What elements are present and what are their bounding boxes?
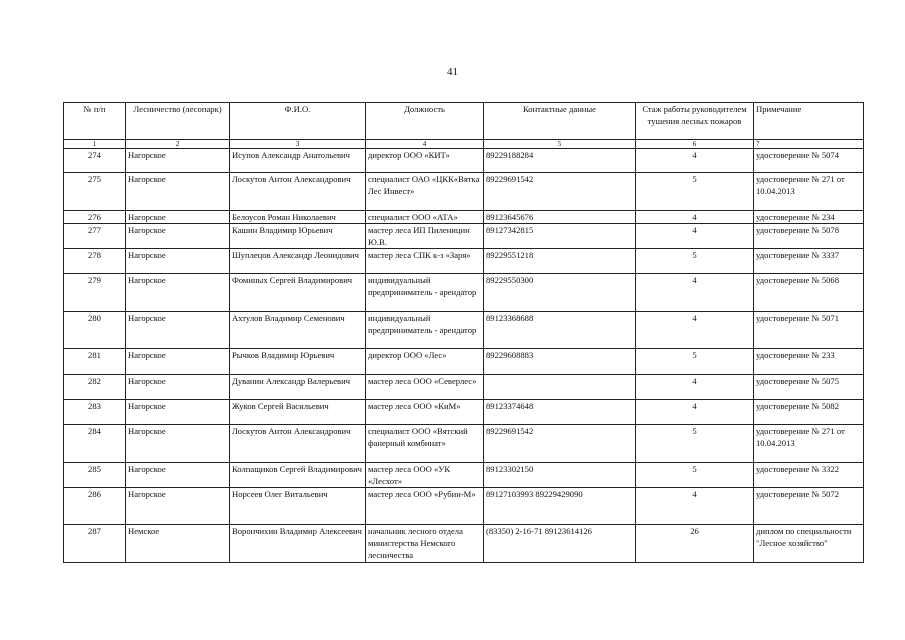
row-note: удостоверение № 233: [754, 349, 864, 375]
row-experience: 5: [636, 249, 754, 274]
row-forestry: Нагорское: [126, 425, 230, 463]
row-position: мастер леса ООО «Рубин-М»: [366, 488, 484, 525]
row-number: 274: [64, 149, 126, 173]
row-forestry: Немское: [126, 525, 230, 563]
row-position: мастер леса ООО «УК «Лесхот»: [366, 463, 484, 488]
row-full-name: Норсеев Олег Витальевич: [230, 488, 366, 525]
column-number: 7: [754, 140, 864, 149]
row-forestry: Нагорское: [126, 463, 230, 488]
row-experience: 4: [636, 149, 754, 173]
row-number: 279: [64, 274, 126, 312]
row-number: 284: [64, 425, 126, 463]
row-contacts: (83350) 2-16-71 89123614126: [484, 525, 636, 563]
table-row: [64, 312, 864, 349]
row-experience: 4: [636, 274, 754, 312]
row-contacts: 89229691542: [484, 425, 636, 463]
row-full-name: Фоминых Сергей Владимирович: [230, 274, 366, 312]
row-experience: 4: [636, 211, 754, 224]
table-row: [64, 149, 864, 173]
row-full-name: Лоскутов Антон Александрович: [230, 173, 366, 211]
row-position: специалист ОАО «ЦКК«Вятка Лес Инвест»: [366, 173, 484, 211]
row-experience: 4: [636, 375, 754, 400]
row-forestry: Нагорское: [126, 349, 230, 375]
column-number: 6: [636, 140, 754, 149]
row-number: 283: [64, 400, 126, 425]
row-experience: 4: [636, 488, 754, 525]
table-row: [64, 274, 864, 312]
header-forestry: Лесничество (лесопарк): [126, 103, 230, 140]
page-number: 41: [447, 66, 458, 78]
row-number: 286: [64, 488, 126, 525]
row-number: 282: [64, 375, 126, 400]
row-contacts: [484, 375, 636, 400]
row-experience: 4: [636, 312, 754, 349]
row-position: начальник лесного отдела министерства Немского лесничества: [366, 525, 484, 563]
row-note: удостоверение № 5072: [754, 488, 864, 525]
row-position: директор ООО «Лес»: [366, 349, 484, 375]
row-position: индивидуальный предприниматель - арендатор: [366, 274, 484, 312]
header-note: Примечание: [754, 103, 864, 140]
column-number: 2: [126, 140, 230, 149]
table-row: [64, 400, 864, 425]
table-row: [64, 249, 864, 274]
row-experience: 5: [636, 463, 754, 488]
row-note: удостоверение № 5082: [754, 400, 864, 425]
row-forestry: Нагорское: [126, 173, 230, 211]
row-note: удостоверение № 5071: [754, 312, 864, 349]
row-forestry: Нагорское: [126, 312, 230, 349]
row-forestry: Нагорское: [126, 400, 230, 425]
column-number: 5: [484, 140, 636, 149]
table-row: [64, 173, 864, 211]
row-number: 281: [64, 349, 126, 375]
row-position: специалист ООО «АТА»: [366, 211, 484, 224]
row-contacts: 89123374648: [484, 400, 636, 425]
row-full-name: Белоусов Роман Николаевич: [230, 211, 366, 224]
row-forestry: Нагорское: [126, 488, 230, 525]
row-forestry: Нагорское: [126, 211, 230, 224]
row-number: 275: [64, 173, 126, 211]
row-contacts: 89229188284: [484, 149, 636, 173]
column-number: 1: [64, 140, 126, 149]
row-experience: 26: [636, 525, 754, 563]
column-number-row: [64, 140, 864, 149]
row-experience: 5: [636, 425, 754, 463]
row-forestry: Нагорское: [126, 274, 230, 312]
row-position: мастер леса ООО «Северлес»: [366, 375, 484, 400]
row-contacts: 89123645676: [484, 211, 636, 224]
row-full-name: Ворончихин Владимир Алексеевич: [230, 525, 366, 563]
row-forestry: Нагорское: [126, 149, 230, 173]
row-contacts: 89229608883: [484, 349, 636, 375]
row-note: удостоверение № 5078: [754, 224, 864, 249]
row-position: мастер леса СПК к-з «Заря»: [366, 249, 484, 274]
row-contacts: 89123302150: [484, 463, 636, 488]
row-forestry: Нагорское: [126, 249, 230, 274]
table-row: [64, 525, 864, 563]
row-full-name: Колпащиков Сергей Владимирович: [230, 463, 366, 488]
row-experience: 4: [636, 400, 754, 425]
row-note: диплом по специальности "Лесное хозяйство": [754, 525, 864, 563]
table-row: [64, 463, 864, 488]
row-full-name: Дуванин Александр Валерьевич: [230, 375, 366, 400]
table-row: [64, 349, 864, 375]
row-forestry: Нагорское: [126, 375, 230, 400]
row-full-name: Исупов Александр Анатольевич: [230, 149, 366, 173]
row-note: удостоверение № 234: [754, 211, 864, 224]
row-contacts: 89229551218: [484, 249, 636, 274]
row-experience: 4: [636, 224, 754, 249]
row-full-name: Рычков Владимир Юрьевич: [230, 349, 366, 375]
table-row: [64, 425, 864, 463]
table-row: [64, 211, 864, 224]
row-note: удостоверение № 271 от 10.04.2013: [754, 173, 864, 211]
row-number: 276: [64, 211, 126, 224]
forest-fire-managers-table: [63, 102, 864, 563]
row-number: 285: [64, 463, 126, 488]
row-position: мастер леса ООО «КиМ»: [366, 400, 484, 425]
row-note: удостоверение № 3322: [754, 463, 864, 488]
row-full-name: Шуплецов Александр Леонидович: [230, 249, 366, 274]
column-number: 3: [230, 140, 366, 149]
row-forestry: Нагорское: [126, 224, 230, 249]
row-position: директор ООО «КИТ»: [366, 149, 484, 173]
row-note: удостоверение № 5068: [754, 274, 864, 312]
table-header-row: [64, 103, 864, 140]
row-experience: 5: [636, 349, 754, 375]
row-position: индивидуальный предприниматель - арендатор: [366, 312, 484, 349]
header-position: Должность: [366, 103, 484, 140]
row-number: 277: [64, 224, 126, 249]
row-note: удостоверение № 5074: [754, 149, 864, 173]
row-contacts: 89127103993 89229429090: [484, 488, 636, 525]
row-number: 287: [64, 525, 126, 563]
header-number: № п/п: [64, 103, 126, 140]
row-full-name: Кашин Владимир Юрьевич: [230, 224, 366, 249]
row-contacts: 89123368688: [484, 312, 636, 349]
table-body: [64, 149, 864, 563]
table-row: [64, 375, 864, 400]
row-number: 278: [64, 249, 126, 274]
row-note: удостоверение № 271 от 10.04.2013: [754, 425, 864, 463]
header-experience: Стаж работы руководителем тушения лесных пожаров: [636, 103, 754, 140]
header-contacts: Контактные данные: [484, 103, 636, 140]
row-contacts: 89229550300: [484, 274, 636, 312]
row-note: удостоверение № 5075: [754, 375, 864, 400]
table-row: [64, 224, 864, 249]
row-position: специалист ООО «Вятский фанерный комбинат»: [366, 425, 484, 463]
table-row: [64, 488, 864, 525]
row-full-name: Жуков Сергей Васильевич: [230, 400, 366, 425]
header-full-name: Ф.И.О.: [230, 103, 366, 140]
column-number: 4: [366, 140, 484, 149]
row-position: мастер леса ИП Пиленицин Ю.В.: [366, 224, 484, 249]
row-full-name: Лоскутов Антон Александрович: [230, 425, 366, 463]
row-experience: 5: [636, 173, 754, 211]
row-contacts: 89127342815: [484, 224, 636, 249]
row-full-name: Ахтулов Владимир Семенович: [230, 312, 366, 349]
row-note: удостоверение № 3337: [754, 249, 864, 274]
row-number: 280: [64, 312, 126, 349]
row-contacts: 89229691542: [484, 173, 636, 211]
